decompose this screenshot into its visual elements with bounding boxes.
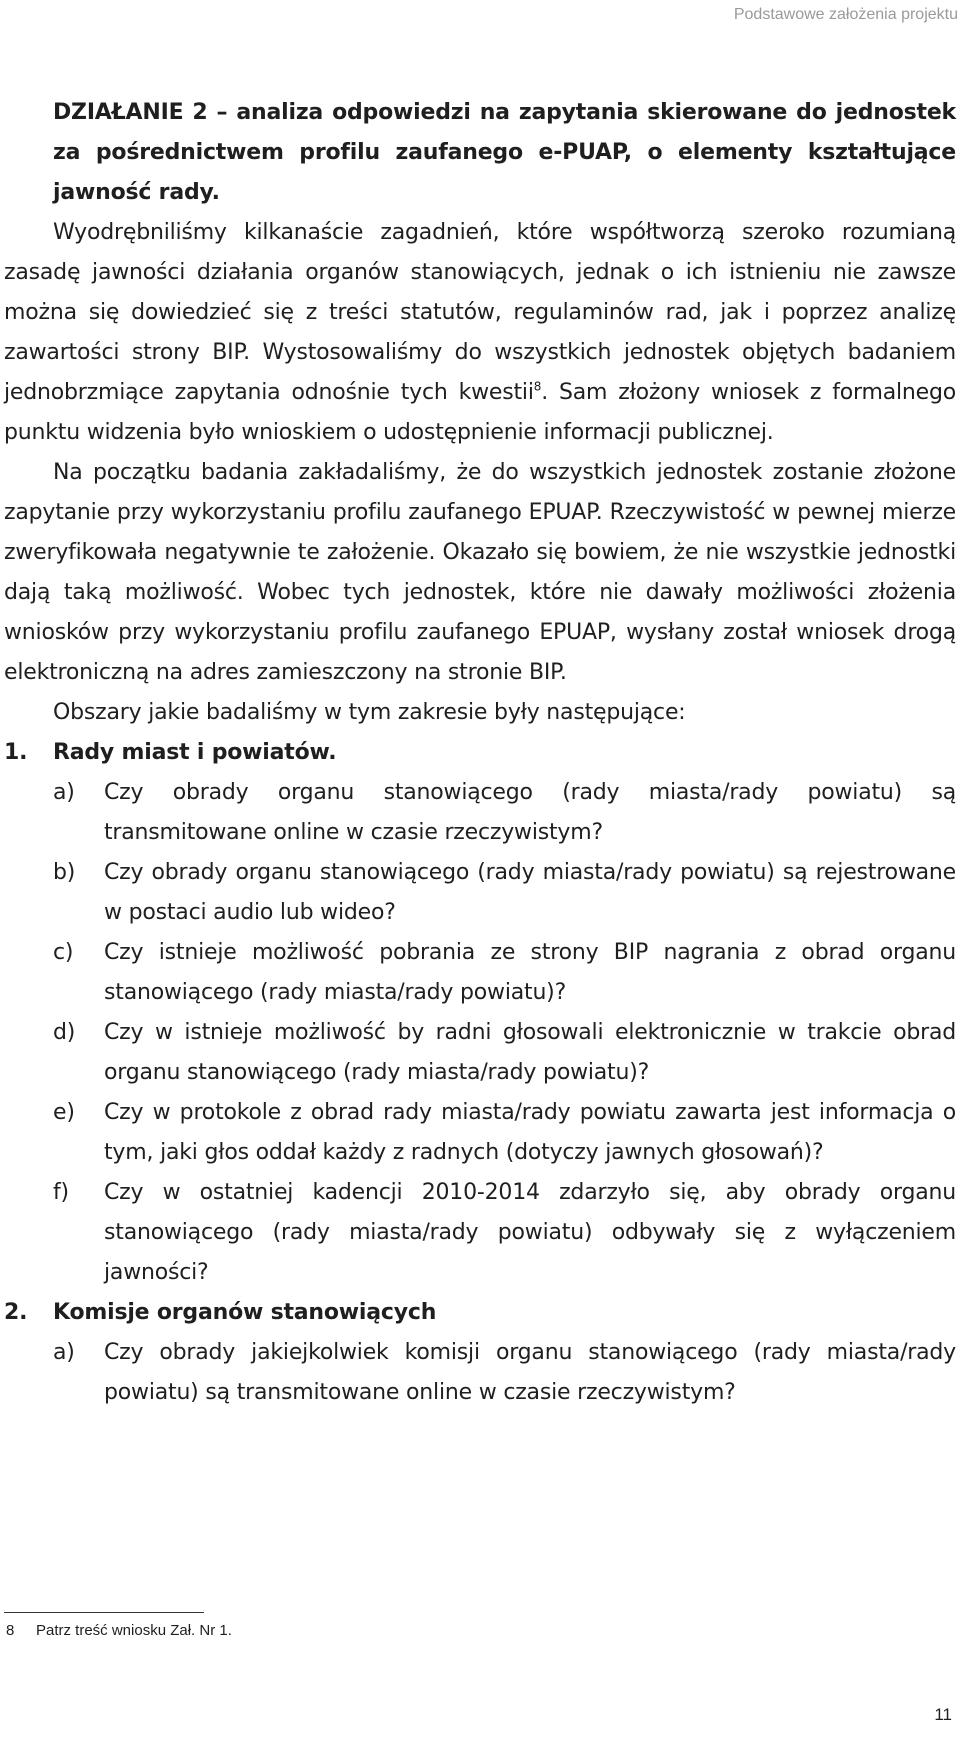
list-item bbox=[4, 1333, 956, 1413]
list-item-letter: f) bbox=[53, 1180, 69, 1205]
list-item bbox=[4, 1013, 956, 1093]
footnote-reference[interactable]: 8 bbox=[533, 379, 542, 394]
list-item-text: Czy obrady organu stanowiącego (rady miasta/rady powiatu) są transmitowane online w czasie rzeczywistym? bbox=[104, 780, 956, 845]
section-heading-2 bbox=[4, 1293, 956, 1333]
running-title: Podstawowe założenia projektu bbox=[733, 6, 958, 23]
footnote-divider bbox=[4, 1612, 204, 1613]
action-title: DZIAŁANIE 2 – analiza odpowiedzi na zapytania skierowane do jednostek za pośrednictwem profilu zaufanego e-PUAP, o elementy kształtujące jawność rady. bbox=[53, 100, 956, 205]
footnote bbox=[6, 1620, 232, 1642]
section-number: 1. bbox=[4, 740, 28, 765]
list-item-letter: d) bbox=[53, 1020, 76, 1045]
list-item bbox=[4, 1173, 956, 1293]
page-number: 11 bbox=[934, 1705, 952, 1724]
list-item-letter: a) bbox=[53, 780, 75, 805]
section-title: Komisje organów stanowiących bbox=[53, 1300, 437, 1325]
list-item-text: Czy obrady organu stanowiącego (rady miasta/rady powiatu) są rejestrowane w postaci audio lub wideo? bbox=[104, 860, 956, 925]
section-number: 2. bbox=[4, 1300, 28, 1325]
section-heading-1 bbox=[4, 733, 956, 773]
list-item-letter: c) bbox=[53, 940, 74, 965]
list-item bbox=[4, 773, 956, 853]
list-item-text: Czy istnieje możliwość pobrania ze strony BIP nagrania z obrad organu stanowiącego (rady miasta/rady powiatu)? bbox=[104, 940, 956, 1005]
list-item-letter: e) bbox=[53, 1100, 75, 1125]
list-item-letter: a) bbox=[53, 1340, 75, 1365]
paragraph-2: Na początku badania zakładaliśmy, że do wszystkich jednostek zostanie złożone zapytanie przy wykorzystaniu profilu zaufanego EPUAP. Rzeczywistość w pewnej mierze zweryfikowała negatywnie te założenie. Okazało się bowiem, że nie wszystkie jednostki dają taką możliwość. Wobec tych jednostek, które nie dawały możliwości złożenia wniosków przy wykorzystaniu profilu zaufanego EPUAP, wysłany został wniosek drogą elektroniczną na adres zamieszczony na stronie BIP. bbox=[4, 460, 956, 685]
paragraph-1-continuation: . Sam złożony wniosek z formalnego punktu widzenia było wnioskiem o udostępnienie informacji publicznej. bbox=[4, 380, 956, 445]
list-item-text: Czy obrady jakiejkolwiek komisji organu stanowiącego (rady miasta/rady powiatu) są transmitowane online w czasie rzeczywistym? bbox=[104, 1340, 956, 1405]
list-item-letter: b) bbox=[53, 860, 76, 885]
page-body bbox=[4, 93, 956, 1413]
footnote-text: Patrz treść wniosku Zał. Nr 1. bbox=[36, 1622, 232, 1639]
paragraph-1 bbox=[4, 213, 956, 453]
list-item-text: Czy w ostatniej kadencji 2010-2014 zdarzyło się, aby obrady organu stanowiącego (rady miasta/rady powiatu) odbywały się z wyłączeniem jawności? bbox=[104, 1180, 956, 1285]
paragraph-3: Obszary jakie badaliśmy w tym zakresie były następujące: bbox=[53, 700, 686, 725]
list-item-text: Czy w istnieje możliwość by radni głosowali elektronicznie w trakcie obrad organu stanowiącego (rady miasta/rady powiatu)? bbox=[104, 1020, 956, 1085]
list-item bbox=[4, 1093, 956, 1173]
list-item bbox=[4, 933, 956, 1013]
running-header bbox=[0, 0, 960, 30]
footnote-number: 8 bbox=[6, 1622, 15, 1639]
paragraph-1-text: Wyodrębniliśmy kilkanaście zagadnień, które współtworzą szeroko rozumianą zasadę jawności działania organów stanowiących, jednak o ich istnieniu nie zawsze można się dowiedzieć się z treści statutów, regulaminów rad, jak i poprzez analizę zawartości strony BIP. Wystosowaliśmy do wszystkich jednostek objętych badaniem jednobrzmiące zapytania odnośnie tych kwestii bbox=[4, 220, 956, 405]
section-title: Rady miast i powiatów. bbox=[53, 740, 337, 765]
list-item-text: Czy w protokole z obrad rady miasta/rady powiatu zawarta jest informacja o tym, jaki głos oddał każdy z radnych (dotyczy jawnych głosowań)? bbox=[104, 1100, 956, 1165]
list-item bbox=[4, 853, 956, 933]
